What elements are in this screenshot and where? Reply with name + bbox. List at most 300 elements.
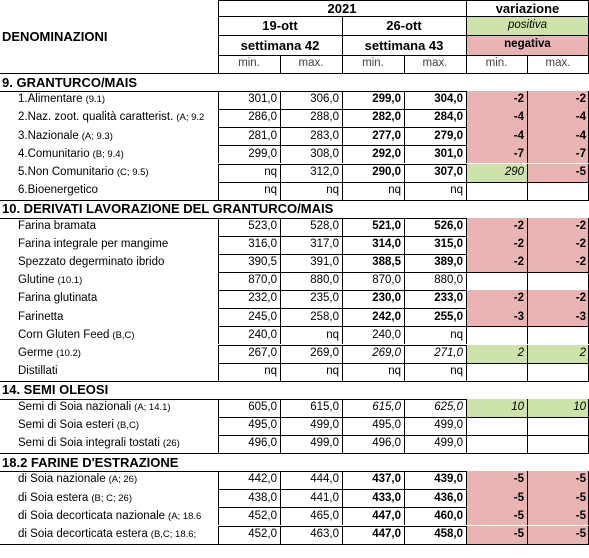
week43-value: 499,0: [434, 419, 463, 432]
row-label: [0, 290, 218, 308]
week43-value: 269,0: [372, 346, 401, 359]
row-name: Corn Gluten Feed: [18, 328, 110, 341]
week42-value: 306,0: [310, 93, 339, 106]
week43-value: 314,0: [372, 238, 401, 251]
row-label: [0, 127, 218, 145]
week42-value: 496,0: [248, 437, 277, 450]
variation-value: -5: [466, 526, 527, 544]
grid-vline: [342, 308, 343, 326]
week42-value: 605,0: [248, 401, 277, 414]
grid-vline: [280, 363, 281, 381]
week42-value: 499,0: [310, 437, 339, 450]
week42-value: 615,0: [310, 401, 339, 414]
row-label: [0, 91, 218, 109]
variation-value: -3: [466, 308, 527, 326]
row-label: [0, 489, 218, 507]
year-header: 2021: [327, 0, 357, 16]
variation-value: -2: [466, 236, 527, 254]
grid-vline: [218, 326, 219, 344]
row-label: [0, 326, 218, 344]
variation-value: -2: [466, 91, 527, 109]
row-label: [0, 109, 218, 127]
week43-value: 625,0: [434, 401, 463, 414]
max-label: max.: [545, 57, 571, 70]
grid-vline: [466, 435, 467, 453]
week43-value: 233,0: [434, 292, 463, 305]
row-code: (A; 9.3): [81, 130, 113, 142]
row-code: (A; 26): [108, 474, 138, 486]
grid-vline: [218, 308, 219, 326]
grid-vline: [404, 272, 405, 290]
denominazioni-header: DENOMINAZIONI: [2, 28, 108, 44]
week43-value: 521,0: [372, 220, 401, 233]
row-label: [0, 308, 218, 326]
grid-vline: [218, 254, 219, 272]
grid-vline: [342, 326, 343, 344]
week42-value: 301,0: [248, 93, 277, 106]
row-name: Distillati: [18, 364, 58, 377]
grid-vline: [527, 272, 528, 290]
week42-value: nq: [264, 165, 277, 178]
grid-vline: [218, 290, 219, 308]
week43-value: 433,0: [372, 491, 401, 504]
grid-vline: [218, 471, 219, 489]
week43-value: 299,0: [372, 93, 401, 106]
grid-vline: [342, 182, 343, 200]
week43-value: 277,0: [372, 129, 401, 142]
grid-vline: [404, 109, 405, 127]
grid-vline: [342, 91, 343, 109]
row-code: (B; 9.4): [92, 148, 124, 160]
week43-value: 279,0: [434, 129, 463, 142]
week42-value: 288,0: [310, 111, 339, 124]
row-name: 6.Bioenergetico: [18, 183, 98, 196]
variation-value: [466, 417, 527, 435]
variation-value: [466, 363, 527, 381]
grid-vline: [342, 435, 343, 453]
week43-value: 439,0: [434, 473, 463, 486]
grid-vline: [466, 326, 467, 344]
variation-value: -2: [527, 218, 589, 236]
grid-vline: [342, 254, 343, 272]
week42-value: 523,0: [248, 220, 277, 233]
week42-value: 281,0: [248, 129, 277, 142]
date-19-ott: 19-ott: [262, 18, 298, 33]
grid-vline: [218, 145, 219, 163]
variation-value: -5: [527, 507, 589, 525]
grid-vline: [218, 363, 219, 381]
row-code: (B,C): [112, 329, 135, 341]
grid-vline: [280, 127, 281, 145]
week43-value: nq: [450, 328, 463, 341]
grid-vline: [527, 526, 528, 544]
row-code: (B; C; 26): [91, 492, 132, 504]
variation-value: -7: [527, 145, 589, 163]
row-name: Farina glutinata: [18, 292, 98, 305]
week43-value: 240,0: [372, 328, 401, 341]
row-name: di Soia decorticata estera: [18, 527, 148, 540]
grid-vline: [404, 91, 405, 109]
week42-value: 391,0: [310, 256, 339, 269]
week43-value: nq: [388, 364, 401, 377]
grid-vline: [404, 526, 405, 544]
grid-vline: [527, 489, 528, 507]
row-label: [0, 236, 218, 254]
week43-value: 499,0: [434, 437, 463, 450]
grid-vline: [527, 417, 528, 435]
week42-value: 441,0: [310, 491, 339, 504]
variation-value: [527, 272, 589, 290]
grid-vline: [466, 290, 467, 308]
variation-value: -5: [527, 471, 589, 489]
week43-value: 458,0: [434, 527, 463, 540]
grid-vline: [466, 164, 467, 182]
grid-vline: [280, 489, 281, 507]
section-divider: [0, 544, 589, 545]
week43-value: 447,0: [372, 527, 401, 540]
grid-vline: [404, 471, 405, 489]
grid-vline: [466, 363, 467, 381]
grid-vline: [527, 164, 528, 182]
variation-value: -5: [527, 164, 589, 182]
week42-value: 245,0: [248, 310, 277, 323]
week43-value: 315,0: [434, 238, 463, 251]
week43-value: 870,0: [372, 274, 401, 287]
row-label: [0, 254, 218, 272]
week43-value: 495,0: [372, 419, 401, 432]
grid-vline: [527, 127, 528, 145]
grid-vline: [342, 399, 343, 417]
grid-vline: [466, 526, 467, 544]
grid-vline: [527, 182, 528, 200]
grid-vline: [218, 182, 219, 200]
grid-vline: [466, 127, 467, 145]
variation-value: -4: [466, 127, 527, 145]
grid-vline: [527, 254, 528, 272]
grid-vline: [280, 290, 281, 308]
variation-value: [466, 182, 527, 200]
week43-value: 301,0: [434, 147, 463, 160]
grid-vline: [342, 164, 343, 182]
grid-vline: [404, 55, 405, 73]
grid-vline: [527, 435, 528, 453]
row-label: [0, 218, 218, 236]
week43-value: 615,0: [372, 401, 401, 414]
week43-value: 880,0: [434, 274, 463, 287]
week42-value: 390,5: [248, 256, 277, 269]
row-label: [0, 507, 218, 525]
variation-value: -5: [527, 526, 589, 544]
grid-vline: [466, 489, 467, 507]
min-label: min.: [238, 57, 260, 70]
grid-vline: [218, 417, 219, 435]
grid-vline: [342, 471, 343, 489]
grid-vline: [342, 236, 343, 254]
week42-value: 269,0: [310, 346, 339, 359]
variation-value: -2: [527, 254, 589, 272]
week42-value: 267,0: [248, 346, 277, 359]
grid-vline: [218, 164, 219, 182]
grid-vline: [404, 345, 405, 363]
week42-value: 235,0: [310, 292, 339, 305]
row-name: 3.Nazionale: [18, 129, 79, 142]
variation-value: -7: [466, 145, 527, 163]
week42-value: 317,0: [310, 238, 339, 251]
grid-vline: [404, 218, 405, 236]
grid-vline: [466, 91, 467, 109]
grid-vline: [218, 399, 219, 417]
week42-value: 240,0: [248, 328, 277, 341]
variation-value: -2: [466, 290, 527, 308]
grid-vline: [218, 109, 219, 127]
grid-vline: [342, 16, 343, 73]
week43-value: 230,0: [372, 292, 401, 305]
row-code: (9.1): [85, 94, 106, 106]
grid-vline: [404, 182, 405, 200]
week42-value: nq: [264, 183, 277, 196]
week43-value: 447,0: [372, 509, 401, 522]
grid-vline: [527, 55, 528, 73]
variation-value: -2: [527, 290, 589, 308]
grid-vline: [404, 363, 405, 381]
grid-vline: [404, 507, 405, 525]
row-label: [0, 145, 218, 163]
grid-vline: [280, 254, 281, 272]
min-label: min.: [362, 57, 384, 70]
grid-vline: [466, 507, 467, 525]
variation-value: [466, 326, 527, 344]
grid-vline: [404, 236, 405, 254]
variation-value: -2: [527, 236, 589, 254]
row-label: [0, 526, 218, 544]
grid-vline: [466, 272, 467, 290]
grid-vline: [280, 507, 281, 525]
week43-value: 292,0: [372, 147, 401, 160]
grid-vline: [527, 399, 528, 417]
grid-vline: [280, 55, 281, 73]
week43-value: 284,0: [434, 111, 463, 124]
max-label: max.: [298, 57, 324, 70]
grid-vline: [280, 272, 281, 290]
week42-value: 438,0: [248, 491, 277, 504]
grid-vline: [280, 417, 281, 435]
grid-vline: [527, 363, 528, 381]
variation-value: [466, 435, 527, 453]
week42-value: 444,0: [310, 473, 339, 486]
grid-vline: [280, 91, 281, 109]
row-code: (10.1): [57, 275, 83, 287]
row-code: (A; 18.6: [168, 510, 202, 522]
grid-vline: [218, 345, 219, 363]
grid-vline: [466, 254, 467, 272]
week43-value: 437,0: [372, 473, 401, 486]
row-code: (26): [162, 438, 180, 450]
grid-vline: [527, 326, 528, 344]
row-name: di Soia decorticata nazionale: [18, 509, 166, 522]
row-name: di Soia nazionale: [18, 473, 106, 486]
row-name: Farinetta: [18, 310, 64, 323]
week42-value: 452,0: [248, 509, 277, 522]
variation-value: [527, 417, 589, 435]
grid-vline: [342, 507, 343, 525]
week43-value: 389,0: [434, 256, 463, 269]
grid-vline: [466, 145, 467, 163]
row-code: (B,C; 18.6;: [150, 528, 197, 540]
section-title: 9. GRANTURCO/MAIS: [2, 74, 138, 90]
section-title: 18.2 FARINE D'ESTRAZIONE: [2, 454, 179, 470]
week-43: settimana 43: [364, 37, 444, 53]
week42-value: 316,0: [248, 238, 277, 251]
grid-vline: [218, 526, 219, 544]
row-name: Semi di Soia nazionali: [18, 401, 132, 414]
week42-value: 528,0: [310, 220, 339, 233]
row-name: Germe: [18, 346, 54, 359]
grid-vline: [466, 182, 467, 200]
grid-vline: [466, 417, 467, 435]
grid-vline: [466, 236, 467, 254]
grid-vline: [218, 218, 219, 236]
grid-vline: [280, 471, 281, 489]
variation-value: 2: [466, 345, 527, 363]
row-code: (B,C): [116, 420, 140, 432]
variation-value: -3: [527, 308, 589, 326]
section-title: 14. SEMI OLEOSI: [2, 382, 109, 398]
grid-vline: [342, 363, 343, 381]
variation-value: -2: [527, 91, 589, 109]
grid-vline: [280, 308, 281, 326]
grid-hline: [218, 0, 589, 1]
grid-hline: [218, 16, 589, 17]
grid-vline: [218, 91, 219, 109]
grid-vline: [342, 109, 343, 127]
row-name: Glutine: [18, 274, 55, 287]
row-name: Farina bramata: [18, 220, 96, 233]
negativa-legend: negativa: [466, 35, 589, 55]
grid-vline: [466, 471, 467, 489]
grid-vline: [280, 236, 281, 254]
week43-value: 290,0: [372, 165, 401, 178]
week42-value: 258,0: [310, 310, 339, 323]
grid-vline: [218, 507, 219, 525]
variation-value: -4: [527, 109, 589, 127]
grid-vline: [527, 109, 528, 127]
grid-vline: [404, 127, 405, 145]
variation-value: [466, 272, 527, 290]
grid-vline: [404, 145, 405, 163]
max-label: max.: [422, 57, 448, 70]
grid-vline: [466, 218, 467, 236]
grid-vline: [404, 435, 405, 453]
row-name: Spezzato degerminato ibrido: [18, 256, 165, 269]
date-26-ott: 26-ott: [386, 18, 422, 33]
week43-value: 388,5: [372, 256, 401, 269]
week43-value: 282,0: [372, 111, 401, 124]
row-code: (10.2): [56, 347, 81, 359]
week42-value: nq: [264, 364, 277, 377]
grid-vline: [466, 308, 467, 326]
row-label: [0, 417, 218, 435]
week42-value: nq: [326, 183, 339, 196]
grid-vline: [342, 417, 343, 435]
grid-vline: [527, 290, 528, 308]
week42-value: 880,0: [310, 274, 339, 287]
week43-value: 242,0: [372, 310, 401, 323]
grid-vline: [404, 417, 405, 435]
grid-vline: [280, 526, 281, 544]
week42-value: nq: [326, 328, 339, 341]
row-label: [0, 399, 218, 417]
variation-value: [527, 363, 589, 381]
grid-vline: [218, 435, 219, 453]
positiva-legend: positiva: [466, 16, 589, 35]
grid-vline: [280, 399, 281, 417]
grid-vline: [404, 489, 405, 507]
row-name: di Soia estera: [18, 491, 89, 504]
row-code: (C; 9.5): [116, 166, 149, 178]
week42-value: 283,0: [310, 129, 339, 142]
row-code: (A; 14.1): [134, 402, 171, 414]
grid-vline: [280, 182, 281, 200]
grid-vline: [280, 164, 281, 182]
grid-vline: [280, 326, 281, 344]
grid-vline: [342, 489, 343, 507]
week42-value: 299,0: [248, 147, 277, 160]
row-label: [0, 363, 218, 381]
grid-vline: [280, 345, 281, 363]
variation-value: -5: [527, 489, 589, 507]
grid-vline: [218, 272, 219, 290]
variation-value: [527, 435, 589, 453]
week43-value: 255,0: [434, 310, 463, 323]
week42-value: 442,0: [248, 473, 277, 486]
row-name: 5.Non Comunitario: [18, 165, 114, 178]
grid-vline: [280, 109, 281, 127]
min-label: min.: [485, 57, 508, 70]
grid-vline: [527, 471, 528, 489]
variation-value: 2: [527, 345, 589, 363]
week42-value: 495,0: [248, 419, 277, 432]
grid-vline: [342, 272, 343, 290]
grid-vline: [527, 345, 528, 363]
grid-vline: [466, 0, 467, 73]
variation-value: 10: [527, 399, 589, 417]
week43-value: nq: [450, 364, 463, 377]
grid-vline: [342, 127, 343, 145]
grid-vline: [404, 254, 405, 272]
variation-value: -2: [466, 218, 527, 236]
grid-vline: [527, 145, 528, 163]
variation-value: [527, 326, 589, 344]
grid-vline: [404, 164, 405, 182]
row-name: Farina integrale per mangime: [18, 238, 169, 251]
grid-vline: [404, 399, 405, 417]
grid-vline: [404, 290, 405, 308]
grid-vline: [218, 127, 219, 145]
week42-value: 286,0: [248, 111, 277, 124]
week42-value: 308,0: [310, 147, 339, 160]
week42-value: nq: [326, 364, 339, 377]
week42-value: 870,0: [248, 274, 277, 287]
row-label: [0, 182, 218, 200]
grid-vline: [404, 308, 405, 326]
week43-value: 526,0: [434, 220, 463, 233]
grid-vline: [218, 489, 219, 507]
grid-vline: [342, 526, 343, 544]
row-label: [0, 435, 218, 453]
variation-value: -5: [466, 471, 527, 489]
week43-value: 436,0: [434, 491, 463, 504]
variation-value: -4: [466, 109, 527, 127]
